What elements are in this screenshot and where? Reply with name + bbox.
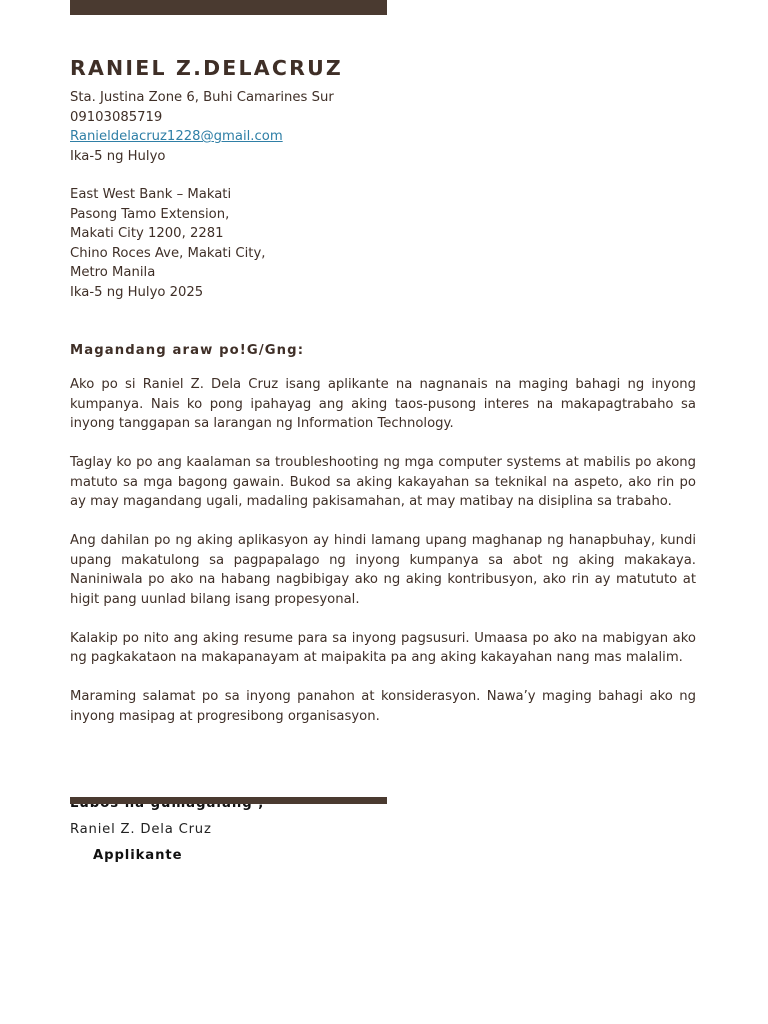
recipient-line: East West Bank – Makati — [70, 187, 232, 202]
contact-block — [70, 88, 334, 166]
phone-line: 09103085719 — [70, 109, 163, 125]
recipient-line: Pasong Tamo Extension, — [70, 206, 230, 222]
recipient-line: Chino Roces Ave, Makati City, — [70, 245, 266, 261]
body-paragraph: Ang dahilan po ng aking aplikasyon ay hindi lamang upang maghanap ng hanapbuhay, kundi upang makatulong sa pagpapalago ng inyong kumpanya sa abot ng aking makakaya. Naniniwala po ako na habang nagbibigay ako ng aking kontribusyon, ako rin ay matututo at higit pang uunlad bilang isang propesyonal. — [70, 533, 696, 607]
letter-body — [70, 375, 696, 746]
address-line: Sta. Justina Zone 6, Buhi Camarines Sur — [70, 90, 334, 105]
header-date: Ika-5 ng Hulyo — [70, 148, 166, 164]
recipient-line: Metro Manila — [70, 265, 156, 280]
bottom-accent-bar — [70, 797, 387, 804]
applicant-name: RANIEL Z.DELACRUZ — [70, 56, 343, 80]
body-paragraph: Ako po si Raniel Z. Dela Cruz isang aplikante na nagnanais na maging bahagi ng inyong kumpanya. Nais ko pong ipahayag ang aking taos-pusong interes na makapagtrabaho sa inyong tanggapan sa larangan ng Information Technology. — [70, 377, 696, 431]
body-paragraph: Taglay ko po ang kaalaman sa troubleshooting ng mga computer systems at mabilis po akong matuto sa mga bagong gawain. Bukod sa aking kakayahan sa teknikal na aspeto, ako rin po ay may magandang ugali, madaling pakisamahan, at may matibay na disiplina sa trabaho. — [70, 455, 696, 509]
signature-role: Applikante — [93, 848, 183, 863]
body-paragraph: Maraming salamat po sa inyong panahon at konsiderasyon. Nawa’y maging bahagi ako ng inyong masipag at progresibong organisasyon. — [70, 689, 696, 724]
body-paragraph: Kalakip po nito ang aking resume para sa inyong pagsusuri. Umaasa po ako na mabigyan ako ng pagkakataon na makapanayam at maipakita pa ang aking kakayahan nang mas malalim. — [70, 630, 696, 665]
recipient-block — [70, 185, 265, 302]
signature-name: Raniel Z. Dela Cruz — [70, 822, 212, 837]
recipient-date: Ika-5 ng Hulyo 2025 — [70, 284, 204, 300]
recipient-line: Makati City 1200, 2281 — [70, 226, 224, 241]
top-accent-bar — [70, 0, 387, 15]
email-link[interactable]: Ranieldelacruz1228@gmail.com — [70, 129, 283, 144]
salutation: Magandang araw po!G/Gng: — [70, 343, 305, 358]
